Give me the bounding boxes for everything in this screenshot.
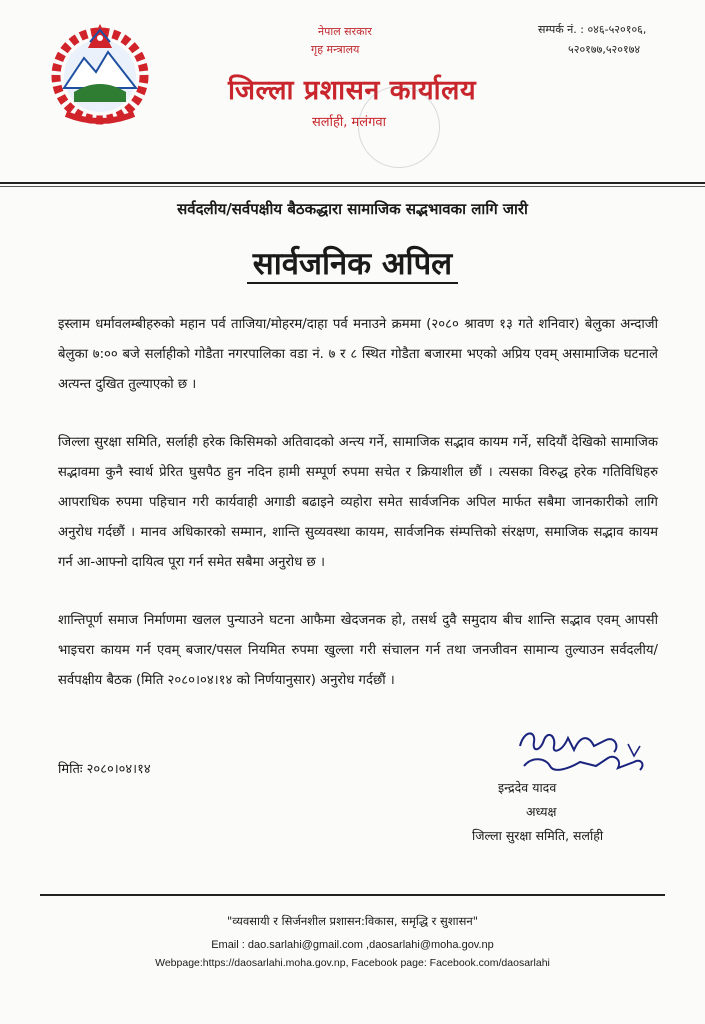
footer-divider bbox=[40, 894, 665, 896]
footer-email: Email : dao.sarlahi@gmail.com ,daosarlahi@moha.gov.np bbox=[211, 939, 494, 951]
notice-title-text: सार्वजनिक अपिल bbox=[247, 246, 458, 284]
nepal-emblem-icon bbox=[44, 18, 156, 130]
contact-numbers bbox=[538, 20, 646, 60]
signer-organization: जिल्ला सुरक्षा समिति, सर्लाही bbox=[472, 828, 604, 843]
footer-slogan: "व्यवसायी र सिर्जनशील प्रशासन:विकास, समृद्धि र सुशासन" bbox=[226, 914, 479, 928]
ministry-label: गृह मन्त्रालय bbox=[311, 43, 360, 56]
faint-stamp-icon bbox=[358, 86, 440, 168]
signer-name: इन्द्रदेव यादव bbox=[498, 780, 557, 795]
notice-subtitle: सर्वदलीय/सर्वपक्षीय बैठकद्धारा सामाजिक सद्भभावका लागि जारी bbox=[177, 200, 528, 218]
paragraph-2: जिल्ला सुरक्षा समिति, सर्लाही हरेक किसिमको अतिवादको अन्त्य गर्ने, सामाजिक सद्भाव कायम गर्ने, सदियौं देखिको सामाजिक सद्भावमा कुनै स्वार्थ प्रेरित घुसपैठ हुन नदिन हामी सम्पूर्ण रुपमा सचेत र क्रियाशील छौं । त्यसका विरुद्ध हरेक गतिविधिहरु आपराधिक रुपमा पहिचान गरी कार्यवाही अगाडी बढाइने व्यहोरा समेत सार्वजनिक अपिल मार्फत सबैमा जानकारीको लागि अनुरोध गर्दछौं । मानव अधिकारको सम्मान, शान्ति सुव्यवस्था कायम, सार्वजनिक संम्पत्तिको संरक्षण, समाजिक सद्भाव कायम गर्न आ-आफ्नो दायित्व पूरा गर्न समेत सबैमा अनुरोध छ । bbox=[58, 435, 658, 570]
contact-line-1: सम्पर्क नं. : ०४६-५२०१०६, bbox=[538, 23, 647, 36]
header-divider-thin bbox=[0, 186, 705, 187]
issue-date: मितिः २०८०।०४।१४ bbox=[58, 762, 151, 777]
handwritten-signature bbox=[510, 716, 650, 786]
contact-line-2: ५२०१७७,५२०१७४ bbox=[568, 43, 641, 56]
notice-title bbox=[0, 244, 705, 284]
header-divider bbox=[0, 182, 705, 184]
office-location: सर्लाही, मलंगवा bbox=[312, 115, 387, 130]
footer-webpage: Webpage:https://daosarlahi.moha.gov.np, Facebook page: Facebook.com/daosarlahi bbox=[155, 957, 550, 969]
office-title: जिल्ला प्रशासन कार्यालय bbox=[228, 75, 477, 106]
paragraph-3: शान्तिपूर्ण समाज निर्माणमा खलल पुन्याउने घटना आफैमा खेदजनक हो, तसर्थ दुवै समुदाय बीच शान्ति सद्भाव एवम् आपसी भाइचरा कायम गर्न एवम् बजार/पसल नियमित रुपमा खुल्ला गरी संचालन गर्न तथा जनजीवन सामान्य तुल्याउन सर्वदलीय/सर्वपक्षीय बैठक (मिति २०८०।०४।१४ को निर्णयानुसार) अनुरोध गर्दछौं । bbox=[58, 613, 658, 688]
paragraph-1: इस्लाम धर्मावलम्बीहरुको महान पर्व ताजिया/मोहरम/दाहा पर्व मनाउने क्रममा (२०८० श्रावण १३ गते शनिवार) बेलुका अन्दाजी बेलुका ७:०० बजे सर्लाहीको गोडैता नगरपालिका वडा नं. ७ र ८ स्थित गोडैता बजारमा भएको अप्रिय एवम् असामाजिक घटनाले अत्यन्त दुखित तुल्याएको छ । bbox=[58, 317, 658, 392]
signer-role: अध्यक्ष bbox=[526, 804, 557, 819]
government-label: नेपाल सरकार bbox=[318, 25, 372, 38]
